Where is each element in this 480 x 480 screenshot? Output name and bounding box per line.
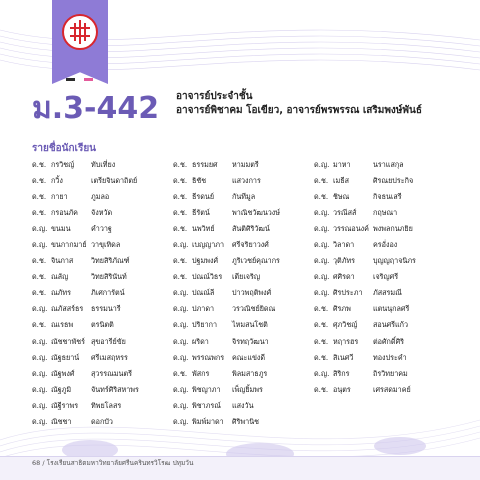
student-prefix: ด.ญ. — [32, 223, 48, 233]
student-prefix: ด.ญ. — [32, 352, 48, 362]
student-last-name: จังหวัด — [91, 207, 113, 217]
student-last-name: แตนนุกลศรี — [373, 304, 410, 314]
student-row — [173, 350, 280, 366]
student-first-name: สิริกร — [333, 368, 350, 378]
student-prefix: ด.ญ. — [32, 400, 48, 410]
student-row — [173, 286, 280, 302]
student-first-name: หฤารฮร — [333, 336, 359, 346]
student-first-name: จินภาส — [51, 256, 74, 266]
student-row — [173, 237, 280, 253]
student-first-name: ณภัทร — [51, 288, 72, 298]
student-last-name: เจริญศรี — [373, 272, 399, 282]
student-first-name: ปริยากา — [192, 320, 218, 330]
student-prefix: ด.ญ. — [173, 240, 189, 250]
student-prefix: ด.ญ. — [314, 368, 330, 378]
student-row — [314, 205, 416, 221]
student-column-1 — [32, 157, 139, 431]
student-row — [314, 221, 416, 237]
student-row — [314, 366, 416, 382]
crest-emblem-icon — [64, 16, 96, 48]
student-last-name: บุญญฤาจนิภร — [373, 256, 416, 266]
student-last-name: ภูริเวชย์คุณากร — [232, 256, 280, 266]
student-last-name: ศรีเมสฤหรร — [91, 352, 128, 362]
student-row — [32, 350, 139, 366]
student-last-name: ถิรวิทยาคม — [373, 368, 408, 378]
student-first-name: ศุภวิชญ์ — [333, 320, 358, 330]
student-prefix: ด.ช. — [32, 288, 47, 298]
student-last-name: ธรรมนารี — [91, 304, 121, 314]
student-last-name: ภัสสรมณี — [373, 288, 402, 298]
student-first-name: ปณณ์วิธร — [192, 272, 223, 282]
student-first-name: ขนกากมาย์ — [51, 240, 87, 250]
student-row — [314, 382, 416, 398]
student-first-name: พิชญาภา — [192, 384, 221, 394]
student-row — [32, 254, 139, 270]
room-number: ม.3-442 — [32, 91, 160, 126]
student-last-name: นราแสกุล — [373, 159, 404, 169]
student-last-name: ต่อศักดิ์ศิริ — [373, 336, 404, 346]
student-last-name: หามมตรี — [232, 159, 259, 169]
student-last-name: สอนศรีแก้ว — [373, 320, 409, 330]
student-first-name: ณิชชา — [51, 417, 72, 427]
student-first-name: ผริดา — [192, 336, 209, 346]
student-row — [32, 221, 139, 237]
student-prefix: ด.ญ. — [173, 400, 189, 410]
student-row — [173, 302, 280, 318]
student-last-name: คณะแข่งดี — [232, 352, 266, 362]
student-prefix: ด.ช. — [173, 207, 188, 217]
student-last-name: ดอกบัว — [91, 417, 113, 427]
student-row — [173, 157, 280, 173]
student-first-name: วิลาดา — [333, 240, 355, 250]
student-row — [314, 302, 416, 318]
student-row — [314, 286, 416, 302]
student-prefix: ด.ญ. — [314, 288, 330, 298]
student-row — [32, 366, 139, 382]
student-first-name: ศิรประภา — [333, 288, 363, 298]
student-first-name: เบญญาภา — [192, 240, 225, 250]
student-last-name: คำวาฐ — [91, 223, 112, 233]
student-last-name: แสวงการ — [232, 175, 261, 185]
student-prefix: ด.ช. — [32, 159, 47, 169]
student-first-name: มาหา — [333, 159, 351, 169]
student-last-name: ศรีจริยาวงศ์ — [232, 240, 269, 250]
student-first-name: กรอนภัค — [51, 207, 78, 217]
student-first-name: พิมพ์มาดา — [192, 417, 224, 427]
student-row — [32, 334, 139, 350]
student-prefix: ด.ญ. — [314, 272, 330, 282]
student-first-name: ณลัญ — [51, 272, 69, 282]
student-first-name: ขนมน — [51, 223, 71, 233]
student-prefix: ด.ญ. — [32, 304, 48, 314]
student-last-name: ทิพยโลสร — [91, 400, 122, 410]
student-row — [32, 205, 139, 221]
student-first-name: เมธีส — [333, 175, 349, 185]
student-last-name: วรวณิชย์ยิดณ — [232, 304, 276, 314]
student-first-name: สิเนศวี — [333, 352, 354, 362]
student-last-name: ปาวพฤติพงศ์ — [232, 288, 272, 298]
student-first-name: ปภาดา — [192, 304, 215, 314]
student-row — [32, 318, 139, 334]
student-first-name: ธีรดนย์ — [192, 191, 215, 201]
student-prefix: ด.ญ. — [32, 240, 48, 250]
student-row — [314, 254, 416, 270]
student-first-name: ณัฐีราพร — [51, 400, 79, 410]
student-first-name: พิชาภรณ์ — [192, 400, 221, 410]
student-first-name: ปฐมพงศ์ — [192, 256, 219, 266]
student-prefix: ด.ญ. — [32, 368, 48, 378]
student-row — [173, 382, 280, 398]
student-row — [314, 270, 416, 286]
student-last-name: กันทีมูล — [232, 191, 256, 201]
student-prefix: ด.ช. — [32, 175, 47, 185]
student-row — [173, 415, 280, 431]
student-first-name: กายา — [51, 191, 68, 201]
student-last-name: พาณิชวัฒนวงษ์ — [232, 207, 281, 217]
student-last-name: ภิเศการัตน์ — [91, 288, 125, 298]
student-row — [314, 173, 416, 189]
student-prefix: ด.ญ. — [173, 288, 189, 298]
student-prefix: ด.ญ. — [173, 304, 189, 314]
student-last-name: ศิริพานิช — [232, 417, 259, 427]
student-row — [173, 318, 280, 334]
student-last-name: เตียเจริญ — [232, 272, 260, 282]
student-last-name: เตรียจินดาถิตย์ — [91, 175, 138, 185]
student-prefix: ด.ช. — [32, 320, 47, 330]
student-last-name: ทองประคำ — [373, 352, 407, 362]
student-prefix: ด.ช. — [314, 384, 329, 394]
student-prefix: ด.ญ. — [32, 384, 48, 394]
student-prefix: ด.ช. — [32, 191, 47, 201]
student-row — [32, 415, 139, 431]
student-prefix: ด.ญ. — [32, 417, 48, 427]
student-row — [173, 398, 280, 414]
student-first-name: กรวิชญ์ — [51, 159, 75, 169]
student-last-name: ภูมลอ — [91, 191, 110, 201]
student-row — [173, 221, 280, 237]
crest-color-bar — [66, 66, 94, 69]
student-prefix: ด.ช. — [173, 175, 188, 185]
student-last-name: ทับเที่ยง — [91, 159, 116, 169]
student-last-name: วิทยสิรินันท์ — [91, 272, 127, 282]
student-prefix: ด.ญ. — [32, 336, 48, 346]
student-last-name: ไหมสนโชติ — [232, 320, 268, 330]
student-first-name: วุติภัทร — [333, 256, 356, 266]
student-prefix: ด.ช. — [173, 191, 188, 201]
student-first-name: ธิชัช — [192, 175, 207, 185]
student-prefix: ด.ช. — [314, 336, 329, 346]
student-row — [314, 237, 416, 253]
student-prefix: ด.ญ. — [314, 240, 330, 250]
student-last-name: ศิรณยประกิจ — [373, 175, 414, 185]
student-last-name: จิรทฤวัฒนา — [232, 336, 269, 346]
student-row — [32, 173, 139, 189]
student-last-name: ครอั่งอง — [373, 240, 398, 250]
student-row — [173, 189, 280, 205]
student-first-name: พรรณพกร — [192, 352, 225, 362]
student-first-name: ณัฐธยาน์ — [51, 352, 80, 362]
student-row — [32, 237, 139, 253]
student-row — [32, 286, 139, 302]
student-last-name: วิทยสิริภัณฑ์ — [91, 256, 130, 266]
student-row — [173, 366, 280, 382]
student-first-name: ณัฐพงศ์ — [51, 368, 75, 378]
student-last-name: ตรนิตติ — [91, 320, 114, 330]
student-row — [314, 189, 416, 205]
student-last-name: วาขุเทิดล — [91, 240, 121, 250]
student-first-name: ณเรธพ — [51, 320, 74, 330]
student-prefix: ด.ช. — [314, 191, 329, 201]
student-row — [173, 254, 280, 270]
student-last-name: พงพลกนภยิย — [373, 223, 413, 233]
student-last-name: พิลมสาธภูร — [232, 368, 268, 378]
student-first-name: ศศิรดา — [333, 272, 355, 282]
student-last-name: กิจธนเสรี — [373, 191, 402, 201]
student-prefix: ด.ช. — [173, 368, 188, 378]
student-first-name: ธีรัตน์ — [192, 207, 210, 217]
student-column-3 — [314, 157, 416, 398]
student-prefix: ด.ช. — [173, 223, 188, 233]
student-first-name: ปณณ์ลี — [192, 288, 215, 298]
student-row — [32, 382, 139, 398]
student-row — [314, 157, 416, 173]
student-first-name: วรณีสส์ — [333, 207, 357, 217]
student-prefix: ด.ช. — [173, 159, 188, 169]
student-list-title: รายชื่อนักเรียน — [32, 143, 97, 154]
student-first-name: ศิรภพ — [333, 304, 351, 314]
student-first-name: ธรรมยศ — [192, 159, 218, 169]
student-row — [32, 270, 139, 286]
student-first-name: ชิษณ — [333, 191, 350, 201]
student-first-name: อนุตร — [333, 384, 351, 394]
student-prefix: ด.ช. — [32, 272, 47, 282]
student-prefix: ด.ญ. — [314, 207, 330, 217]
student-last-name: สุขอารีย์ขัย — [91, 336, 126, 346]
student-row — [32, 189, 139, 205]
student-row — [173, 173, 280, 189]
student-row — [314, 350, 416, 366]
student-prefix: ด.ช. — [173, 272, 188, 282]
student-prefix: ด.ญ. — [173, 384, 189, 394]
student-prefix: ด.ช. — [314, 175, 329, 185]
student-row — [314, 334, 416, 350]
student-prefix: ด.ญ. — [173, 352, 189, 362]
student-first-name: พัสกร — [192, 368, 210, 378]
student-first-name: ณัฐภูมิ — [51, 384, 72, 394]
student-row — [32, 157, 139, 173]
student-row — [314, 318, 416, 334]
student-row — [32, 302, 139, 318]
student-last-name: กฤษณา — [373, 207, 398, 217]
student-first-name: กวิ้ง — [51, 175, 63, 185]
student-first-name: วรรณอนงค์ — [333, 223, 369, 233]
student-last-name: เพ็ญยิ้มพร — [232, 384, 263, 394]
student-prefix: ด.ช. — [314, 304, 329, 314]
student-last-name: แสงวัน — [232, 400, 254, 410]
student-row — [32, 398, 139, 414]
student-first-name: นพวิทย์ — [192, 223, 215, 233]
student-prefix: ด.ช. — [32, 256, 47, 266]
student-row — [173, 334, 280, 350]
student-last-name: สันติศิริวัฒน์ — [232, 223, 270, 233]
footer-text: 68 / โรงเรียนสาธิตมหาวิทยาลัยศรีนครินทรวิโรฒ ปทุมวัน — [32, 459, 194, 467]
student-last-name: เศรสดมาคย์ — [373, 384, 411, 394]
student-prefix: ด.ญ. — [314, 223, 330, 233]
student-row — [173, 205, 280, 221]
student-column-2 — [173, 157, 280, 431]
student-prefix: ด.ญ. — [173, 320, 189, 330]
student-prefix: ด.ญ. — [173, 417, 189, 427]
student-prefix: ด.ช. — [314, 320, 329, 330]
student-first-name: ณัชชาพัชร์ — [51, 336, 85, 346]
student-prefix: ด.ญ. — [314, 256, 330, 266]
student-prefix: ด.ช. — [32, 207, 47, 217]
student-prefix: ด.ช. — [173, 256, 188, 266]
advisor-names: อาจารย์พิชาคม โอเขียว, อาจารย์พรพรรณ เสริมพงษ์พันธ์ — [176, 105, 422, 116]
student-prefix: ด.ญ. — [314, 159, 330, 169]
student-row — [173, 270, 280, 286]
student-last-name: สุวรรณมนตรี — [91, 368, 132, 378]
advisor-label: อาจารย์ประจำชั้น — [176, 91, 253, 102]
school-crest-logo — [62, 14, 98, 50]
student-prefix: ด.ญ. — [173, 336, 189, 346]
student-last-name: จันทร์ศิริสหาพร — [91, 384, 139, 394]
student-prefix: ด.ช. — [314, 352, 329, 362]
student-first-name: ณภัสสร์ธร — [51, 304, 84, 314]
